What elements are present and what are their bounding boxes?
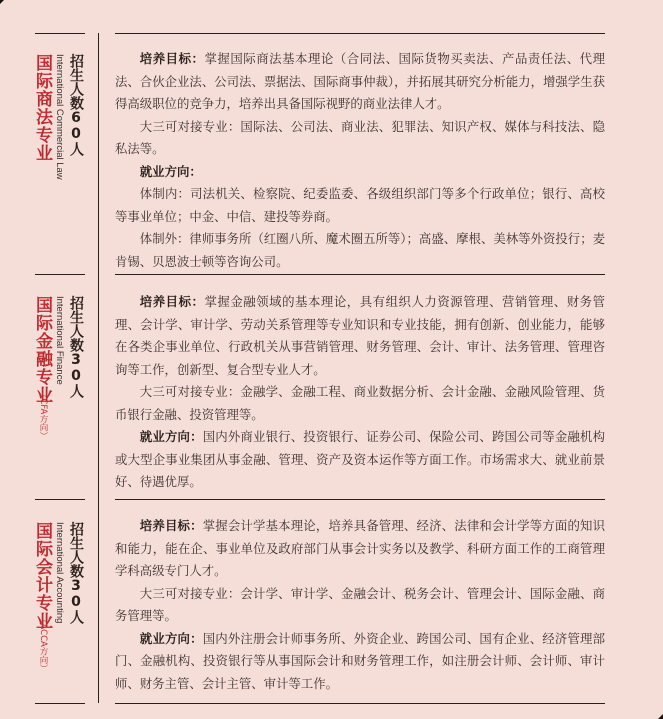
corner-decoration-bottom-right <box>658 714 663 719</box>
enrollment-count: 招生人数30人 <box>68 522 84 624</box>
vertical-divider <box>98 33 99 703</box>
major-english-name: International Commercial Law <box>54 54 65 180</box>
section-divider-right <box>115 274 605 275</box>
paragraph-label: 就业方向： <box>139 630 203 646</box>
paragraph-label: 就业方向： <box>139 429 203 444</box>
paragraph-text: 国内外注册会计师事务所、外资企业、跨国公司、国有企业、经济管理部门、金融机构、投资银行等从事国际会计和财务管理工作，如注册会计师、会计师、审计师、财务主管、会计主管、审计等工作。 <box>115 630 605 691</box>
paragraph-text: 掌握金融领域的基本理论，具有组织人力资源管理、营销管理、财务管理、会计学、审计学、劳动关系管理等专业知识和专业技能，拥有创新、创业能力，能够在各类企事业单位、行政机关从事营销管理、财务管理、会计、审计、法务管理、管理咨询等工作，创新型、复合型专业人才。 <box>115 294 605 377</box>
career-paragraph <box>115 426 605 494</box>
paragraph-text: 掌握会计学基本理论，培养具备管理、经济、法律和会计学等方面的知识和能力，能在企、事业单位及政府部门从事会计实务以及教学、科研方面工作的工商管理学科高级专门人才。 <box>115 518 605 578</box>
major-name: 国际商法专业 <box>32 54 52 162</box>
section-divider-left <box>35 274 85 275</box>
paragraph-text: 体制外：律师事务所（红圈八所、魔术圈五所等）；高盛、摩根、美林等外资投行；麦肯锡、贝恩波士顿等咨询公司。 <box>115 231 605 269</box>
major-english-name: International Accounting <box>54 522 65 624</box>
career-inside-system-paragraph <box>115 183 605 228</box>
corner-decoration-top-left <box>0 0 4 4</box>
section-divider-right <box>115 703 605 704</box>
section-divider-left <box>35 499 85 500</box>
career-heading <box>115 161 605 184</box>
training-goal-paragraph <box>115 48 605 116</box>
career-paragraph <box>115 628 605 696</box>
section-divider-left <box>35 703 85 704</box>
major-name: 国际金融专业 <box>32 296 52 404</box>
paragraph-text: 体制内：司法机关、检察院、纪委监委、各级组织部门等多个行政单位；银行、高校等事业单位；中金、中信、建投等券商。 <box>115 186 605 224</box>
enrollment-count: 招生人数60人 <box>68 54 84 156</box>
paragraph-text: 大三可对接专业：金融学、金融工程、商业数据分析、会计金融、金融风险管理、货币银行金融、投资管理等。 <box>115 384 605 422</box>
paragraph-text: 大三可对接专业：会计学、审计学、金融会计、税务会计、管理会计、国际金融、商务管理等。 <box>115 585 605 623</box>
junior-year-majors-paragraph <box>115 583 605 628</box>
paragraph-label: 培养目标： <box>139 294 205 309</box>
major-english-name: International Finance <box>54 296 65 385</box>
section-divider-right <box>115 499 605 500</box>
junior-year-majors-paragraph <box>115 381 605 426</box>
major-description <box>115 515 605 695</box>
paragraph-label: 培养目标： <box>139 51 205 66</box>
training-goal-paragraph <box>115 291 605 381</box>
paragraph-text: 掌握国际商法基本理论（合同法、国际货物买卖法、产品责任法、代理法、合伙企业法、公司法、票据法、国际商事仲裁），并拓展其研究分析能力，增强学生获得高级职位的竞争力，培养出具备国际视野的商业法律人才。 <box>115 51 605 111</box>
section-divider-left <box>35 33 85 34</box>
major-name: 国际会计专业 <box>32 522 52 630</box>
paragraph-text: 大三可对接专业：国际法、公司法、商业法、犯罪法、知识产权、媒体与科技法、隐私法等。 <box>115 118 605 156</box>
paragraph-label: 就业方向： <box>139 163 202 179</box>
enrollment-count: 招生人数30人 <box>68 296 84 398</box>
major-direction: （CFA方向） <box>38 390 48 440</box>
major-description <box>115 291 605 494</box>
junior-year-majors-paragraph <box>115 116 605 161</box>
training-goal-paragraph <box>115 515 605 583</box>
paragraph-label: 培养目标： <box>139 518 203 533</box>
paragraph-text: 国内外商业银行、投资银行、证券公司、保险公司、跨国公司等金融机构或大型企事业集团从事金融、管理、资产及资本运作等方面工作。市场需求大、就业前景好、待遇优厚。 <box>115 429 605 489</box>
career-outside-system-paragraph <box>115 228 605 273</box>
section-divider-right <box>115 33 605 34</box>
major-direction: （ACCA方向） <box>38 615 48 673</box>
major-description <box>115 48 605 273</box>
